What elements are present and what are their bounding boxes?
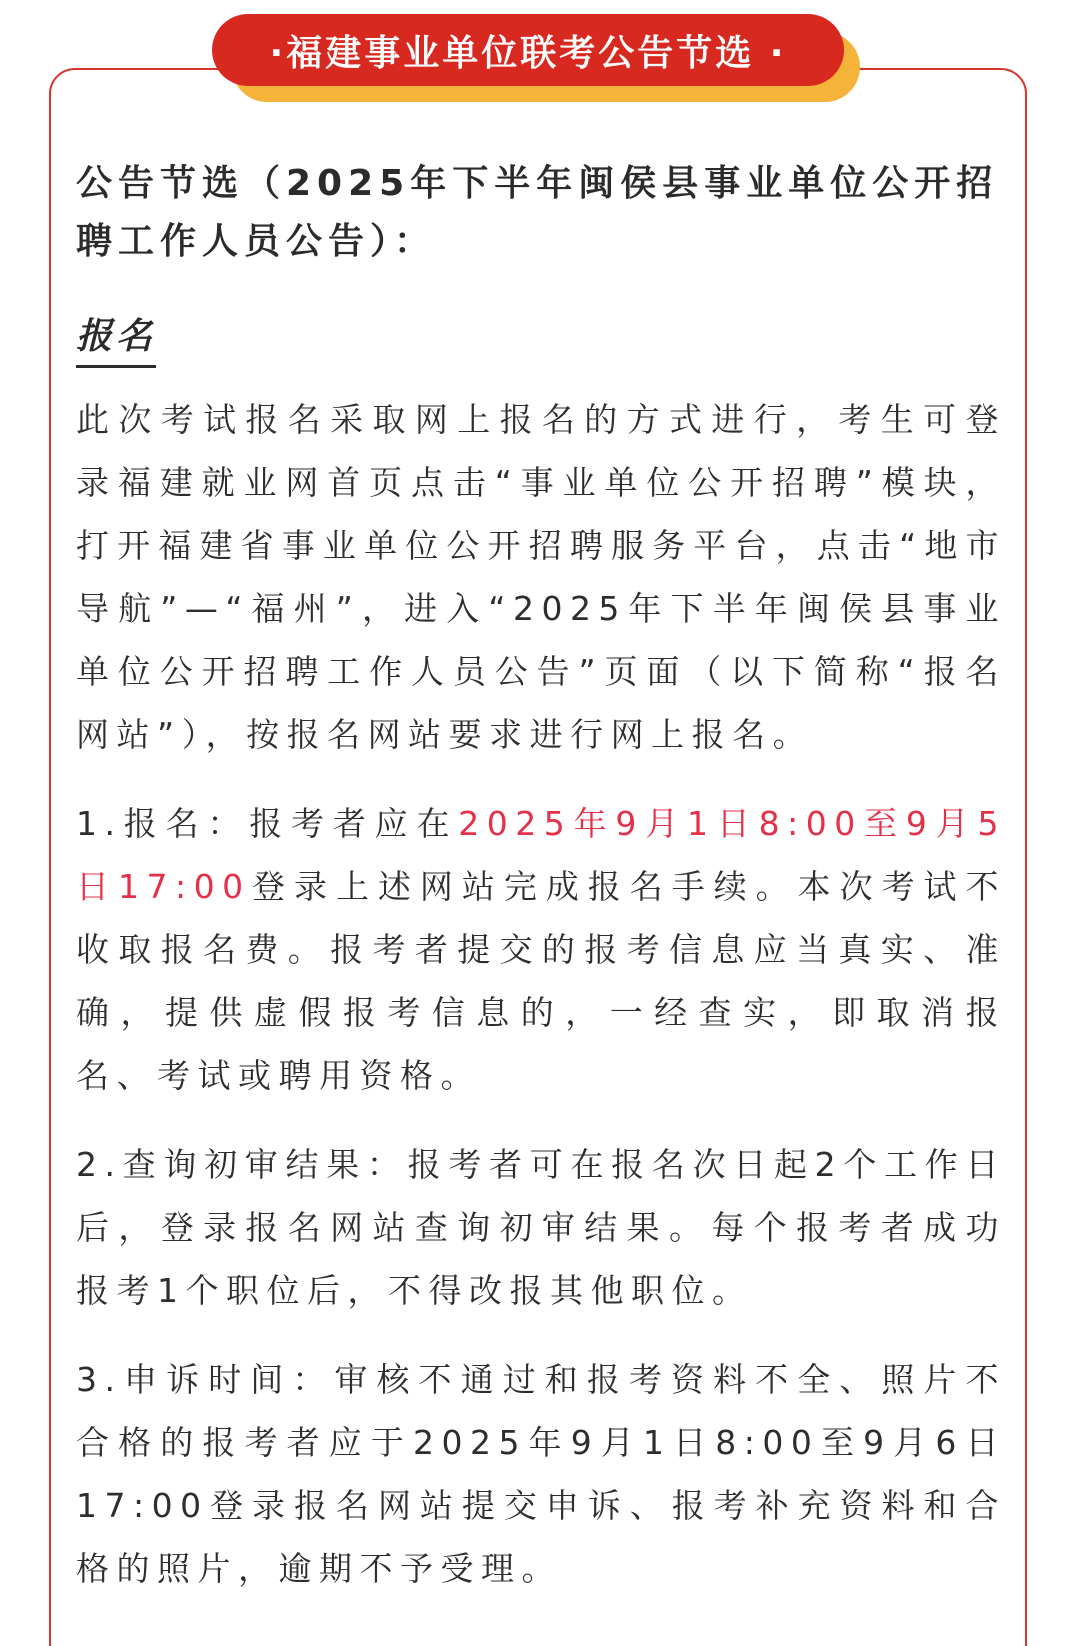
registration-period-highlight: 2025年9月1日8:00至9月5日17:00 — [76, 804, 1006, 906]
intro-paragraph: 此次考试报名采取网上报名的方式进行，考生可登录福建就业网首页点击“事业单位公开招聘”模块，打开福建省事业单位公开招聘服务平台，点击“地市导航”—“福州”，进入“2025年下半年闽侯县事业单位公开招聘工作人员公告”页面（以下简称“报名网站”），按报名网站要求进行网上报名。 — [76, 400, 1006, 754]
item-registration — [76, 792, 1006, 1107]
item-registration-suffix: 登录上述网站完成报名手续。本次考试不收取报名费。报考者提交的报考信息应当真实、准确，提供虚假报考信息的，一经查实，即取消报名、考试或聘用资格。 — [76, 867, 1007, 1095]
item-review-results: 2.查询初审结果：报考者可在报名次日起2个工作日后，登录报名网站查询初审结果。每个报考者成功报考1个职位后，不得改报其他职位。 — [76, 1145, 1006, 1310]
section-heading: 报名 — [76, 313, 156, 368]
article-title: 公告节选（2025年下半年闽侯县事业单位公开招聘工作人员公告）： — [76, 163, 999, 262]
banner-title: ·福建事业单位联考公告节选 · — [212, 14, 844, 86]
article-body — [76, 155, 1006, 1600]
item-appeal-time: 3.申诉时间：审核不通过和报考资料不全、照片不合格的报考者应于2025年9月1日8:00至9月6日17:00登录报名网站提交申诉、报考补充资料和合格的照片，逾期不予受理。 — [76, 1360, 1006, 1588]
item-registration-prefix: 1.报名：报考者应在 — [76, 804, 459, 843]
